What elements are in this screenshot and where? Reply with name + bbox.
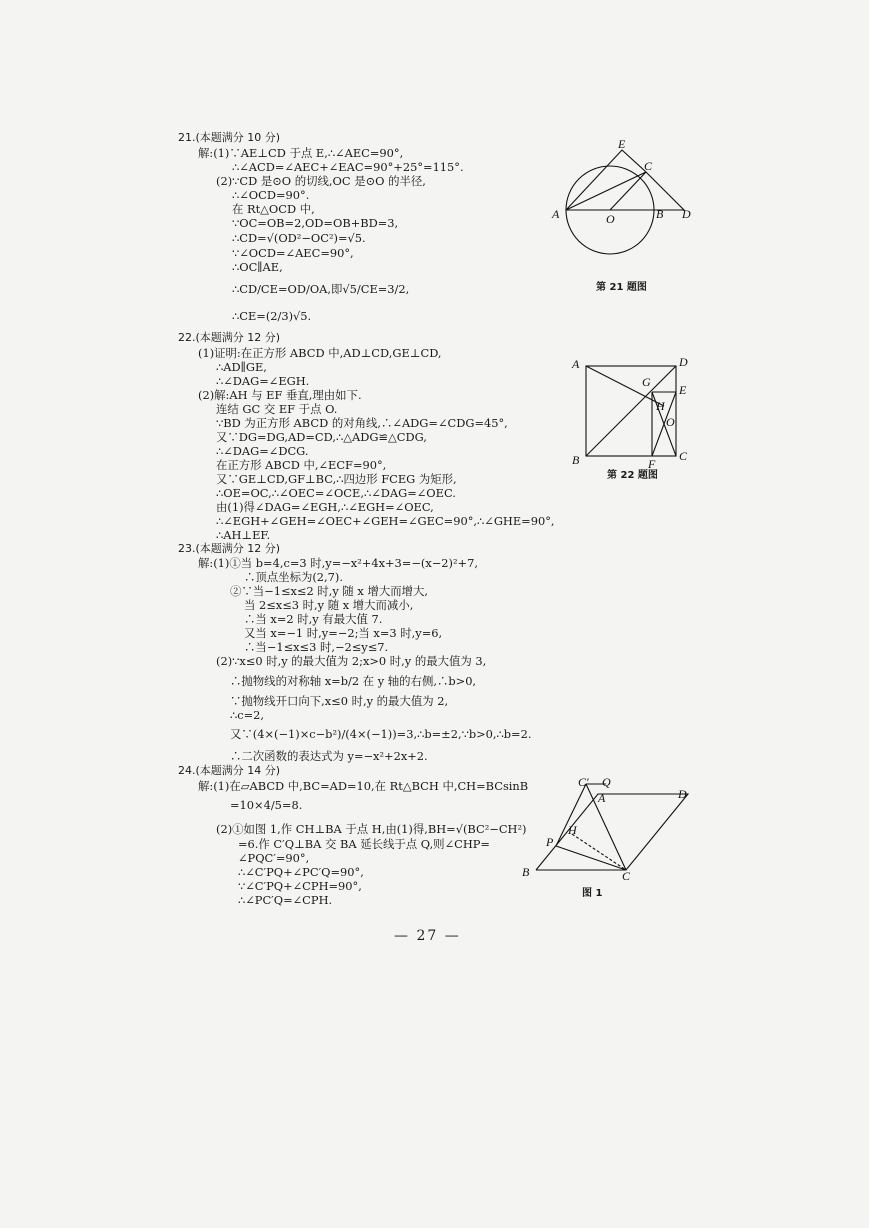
text-line: (2)解:AH 与 EF 垂直,理由如下. (198, 388, 362, 402)
label-b: B (656, 207, 664, 221)
figure-21-caption: 第 21 题图 (596, 282, 647, 293)
label-o: O (606, 212, 615, 226)
label-g: G (642, 375, 651, 389)
label-f: F (648, 457, 656, 470)
label-p: P (546, 835, 554, 849)
text-line: ∴∠DAG=∠DCG. (216, 444, 309, 458)
segment-oc (610, 172, 646, 210)
text-line: ∵∠OCD=∠AEC=90°, (232, 246, 354, 260)
text-line: ∴当 x=2 时,y 有最大值 7. (244, 612, 383, 626)
parallelogram-abcd (536, 794, 688, 870)
text-line: ∠PQC′=90°, (238, 851, 310, 865)
text-line: ∴c=2, (230, 708, 265, 722)
problem-21-header: 21.(本题满分 10 分) (178, 131, 281, 144)
text-line: ∴∠EGH+∠GEH=∠OEC+∠GEH=∠GEC=90°,∴∠GHE=90°, (216, 514, 555, 528)
text-line: ∴∠ACD=∠AEC+∠EAC=90°+25°=115°. (232, 160, 464, 174)
page-number: — 27 — (394, 928, 461, 944)
label-c: C (679, 449, 688, 463)
text-line: ∵∠C′PQ+∠CPH=90°, (238, 879, 362, 893)
text-line: 又当 x=−1 时,y=−2;当 x=3 时,y=6, (244, 626, 443, 640)
label-b: B (522, 865, 530, 879)
label-a: A (552, 207, 560, 221)
figure-21-lines (566, 150, 684, 254)
figure-22-caption: 第 22 题图 (607, 470, 658, 481)
label-c: C (644, 159, 653, 173)
text-line: ∵OC=OB=2,OD=OB+BD=3, (232, 216, 399, 230)
text-line: 解:(1)①当 b=4,c=3 时,y=−x²+4x+3=−(x−2)²+7, (198, 556, 478, 570)
figure-21 (540, 138, 710, 273)
text-line: ∴∠C′PQ+∠PC′Q=90°, (238, 865, 364, 879)
text-line: ∴二次函数的表达式为 y=−x²+2x+2. (230, 749, 428, 763)
text-line: 在 Rt△OCD 中, (232, 202, 315, 216)
text-line: ∴OC∥AE, (232, 260, 283, 274)
label-a: A (598, 791, 606, 805)
figure-22 (568, 352, 698, 470)
label-o: O (666, 415, 675, 429)
text-line: 连结 GC 交 EF 于点 O. (216, 402, 338, 416)
text-line: ∴∠DAG=∠EGH. (216, 374, 310, 388)
text-line: ∴CD/CE=OD/OA,即√5/CE=3/2, (232, 282, 410, 296)
text-line: =10×4/5=8. (230, 798, 303, 812)
text-line: (1)证明:在正方形 ABCD 中,AD⊥CD,GE⊥CD, (198, 346, 442, 360)
text-line: =6.作 C′Q⊥BA 交 BA 延长线于点 Q,则∠CHP= (238, 837, 490, 851)
label-b: B (572, 453, 580, 467)
text-line: (2)∵x≤0 时,y 的最大值为 2;x>0 时,y 的最大值为 3, (216, 654, 487, 668)
text-line: ∴当−1≤x≤3 时,−2≤y≤7. (244, 640, 389, 654)
label-e: E (618, 138, 626, 151)
segment-ac (566, 172, 646, 210)
label-q: Q (602, 776, 611, 789)
label-d: D (679, 355, 688, 369)
text-line: 又∵DG=DG,AD=CD,∴△ADG≌△CDG, (216, 430, 427, 444)
label-c-prime: C′ (578, 776, 589, 789)
text-line: 在正方形 ABCD 中,∠ECF=90°, (216, 458, 387, 472)
text-line: ∴AH⊥EF. (216, 528, 271, 542)
text-line: 解:(1)在▱ABCD 中,BC=AD=10,在 Rt△BCH 中,CH=BCsinB (198, 779, 529, 793)
text-line: ∴抛物线的对称轴 x=b/2 在 y 轴的右侧,∴b>0, (230, 674, 477, 688)
text-line: 当 2≤x≤3 时,y 随 x 增大而减小, (244, 598, 414, 612)
text-line: 由(1)得∠DAG=∠EGH,∴∠EGH=∠OEC, (216, 500, 434, 514)
problem-23-header: 23.(本题满分 12 分) (178, 542, 281, 555)
label-c: C (622, 869, 631, 881)
text-line: ∴CD=√(OD²−OC²)=√5. (232, 231, 366, 245)
text-line: 又∵(4×(−1)×c−b²)/(4×(−1))=3,∴b=±2,∵b>0,∴b=2. (230, 727, 532, 741)
text-line: (2)①如图 1,作 CH⊥BA 于点 H,由(1)得,BH=√(BC²−CH²) (216, 822, 527, 836)
segment-pc (556, 846, 626, 870)
text-line: ②∵当−1≤x≤2 时,y 随 x 增大而增大, (230, 584, 429, 598)
label-d: D (678, 787, 687, 801)
text-line: 又∵GE⊥CD,GF⊥BC,∴四边形 FCEG 为矩形, (216, 472, 457, 486)
text-line: ∴CE=(2/3)√5. (232, 309, 312, 323)
figure-1-lines (536, 784, 688, 870)
problem-24-header: 24.(本题满分 14 分) (178, 764, 281, 777)
text-line: ∵抛物线开口向下,x≤0 时,y 的最大值为 2, (230, 694, 449, 708)
label-h: H (656, 399, 665, 413)
text-line: ∴∠PC′Q=∠CPH. (238, 893, 333, 907)
figure-1-caption: 图 1 (582, 888, 603, 899)
text-line: ∴AD∥GE, (216, 360, 267, 374)
figure-1 (518, 776, 708, 881)
label-e: E (679, 383, 687, 397)
problem-22-header: 22.(本题满分 12 分) (178, 331, 281, 344)
text-line: ∵BD 为正方形 ABCD 的对角线,∴∠ADG=∠CDG=45°, (216, 416, 508, 430)
text-line: ∴顶点坐标为(2,7). (244, 570, 343, 584)
text-line: ∴OE=OC,∴∠OEC=∠OCE,∴∠DAG=∠OEC. (216, 486, 456, 500)
text-line: ∴∠OCD=90°. (232, 188, 310, 202)
label-h: H (568, 823, 577, 837)
label-d: D (682, 207, 691, 221)
label-a: A (572, 357, 580, 371)
text-line: (2)∵CD 是⊙O 的切线,OC 是⊙O 的半径, (216, 174, 426, 188)
text-line: 解:(1)∵AE⊥CD 于点 E,∴∠AEC=90°, (198, 146, 404, 160)
